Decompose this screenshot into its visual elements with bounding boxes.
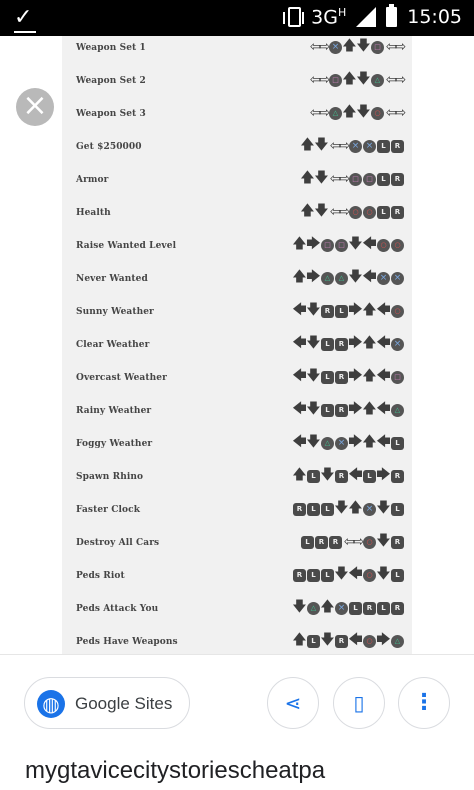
- up-arrow-icon: 🡅: [320, 599, 335, 615]
- google-sites-chip[interactable]: [24, 677, 190, 729]
- button-sequence: [293, 302, 404, 320]
- l1-button-icon: L: [307, 569, 320, 582]
- cheat-label: Health: [76, 208, 111, 218]
- right-arrow-icon: 🡆: [348, 401, 363, 417]
- r1-button-icon: R: [391, 173, 404, 186]
- cheat-row: [62, 599, 412, 632]
- cross-button-icon: [329, 41, 342, 54]
- left-arrow-icon: 🡄: [292, 401, 307, 417]
- cross-button-icon: [391, 338, 404, 351]
- bottom-bar: [0, 654, 474, 790]
- up-arrow-icon: 🡅: [362, 401, 377, 417]
- cheat-label: Clear Weather: [76, 340, 150, 350]
- down-arrow-icon: 🡇: [348, 269, 363, 285]
- left-arrow-icon: 🡄: [292, 368, 307, 384]
- triangle-button-icon: [391, 404, 404, 417]
- down-arrow-icon: 🡇: [334, 500, 349, 516]
- left-right-arrow-icon: ⇦⇨: [343, 534, 362, 550]
- left-arrow-icon: 🡄: [376, 401, 391, 417]
- r1-button-icon: R: [315, 536, 328, 549]
- up-arrow-icon: 🡅: [362, 368, 377, 384]
- l1-button-icon: L: [349, 602, 362, 615]
- cheat-label: Sunny Weather: [76, 307, 154, 317]
- left-right-arrow-icon: ⇦⇨: [329, 204, 348, 220]
- download-check-icon: ✓: [14, 5, 33, 30]
- cross-button-icon: [363, 503, 376, 516]
- l1-button-icon: L: [377, 173, 390, 186]
- square-button-icon: [391, 371, 404, 384]
- l1-button-icon: L: [363, 470, 376, 483]
- down-arrow-icon: 🡇: [376, 500, 391, 516]
- left-arrow-icon: 🡄: [292, 434, 307, 450]
- cheat-row: [62, 434, 412, 467]
- triangle-button-icon: [307, 602, 320, 615]
- r1-button-icon: R: [335, 371, 348, 384]
- down-arrow-icon: 🡇: [320, 467, 335, 483]
- up-arrow-icon: 🡅: [292, 467, 307, 483]
- button-sequence: [293, 599, 404, 617]
- button-sequence: [293, 467, 404, 485]
- l1-button-icon: L: [391, 569, 404, 582]
- circle-button-icon: [363, 569, 376, 582]
- cheat-row: [62, 71, 412, 104]
- cross-button-icon: [363, 140, 376, 153]
- l1-button-icon: L: [377, 140, 390, 153]
- triangle-button-icon: [391, 635, 404, 648]
- down-arrow-icon: 🡇: [306, 302, 321, 318]
- cheat-label: Never Wanted: [76, 274, 148, 284]
- down-arrow-icon: 🡇: [306, 335, 321, 351]
- l1-button-icon: L: [377, 602, 390, 615]
- r1-button-icon: R: [335, 338, 348, 351]
- left-arrow-icon: 🡄: [362, 236, 377, 252]
- cheat-label: Peds Have Weapons: [76, 637, 178, 647]
- r1-button-icon: R: [391, 602, 404, 615]
- r1-button-icon: R: [335, 635, 348, 648]
- up-arrow-icon: 🡅: [292, 236, 307, 252]
- up-arrow-icon: 🡅: [300, 170, 315, 186]
- up-arrow-icon: 🡅: [292, 269, 307, 285]
- left-arrow-icon: 🡄: [362, 269, 377, 285]
- up-arrow-icon: 🡅: [300, 137, 315, 153]
- up-arrow-icon: 🡅: [342, 104, 357, 120]
- cheat-label: Raise Wanted Level: [76, 241, 177, 251]
- cross-button-icon: [377, 272, 390, 285]
- up-arrow-icon: 🡅: [348, 500, 363, 516]
- share-button[interactable]: [267, 677, 319, 729]
- cheat-list-image: [62, 36, 412, 654]
- network-type: $3G^H$: [311, 6, 347, 29]
- cross-button-icon: [391, 272, 404, 285]
- cheat-row: [62, 137, 412, 170]
- cheat-row: [62, 38, 412, 71]
- left-arrow-icon: 🡄: [376, 434, 391, 450]
- down-arrow-icon: 🡇: [314, 170, 329, 186]
- down-arrow-icon: 🡇: [356, 104, 371, 120]
- button-sequence: [309, 71, 404, 89]
- close-icon: ×: [22, 88, 48, 123]
- cheat-label: Destroy All Cars: [76, 538, 160, 548]
- right-arrow-icon: 🡆: [348, 335, 363, 351]
- circle-button-icon: [363, 635, 376, 648]
- cheat-label: Foggy Weather: [76, 439, 153, 449]
- button-sequence: [293, 401, 404, 419]
- circle-button-icon: [371, 107, 384, 120]
- down-arrow-icon: 🡇: [306, 434, 321, 450]
- button-sequence: [301, 533, 404, 551]
- l1-button-icon: L: [307, 635, 320, 648]
- cheat-row: [62, 104, 412, 137]
- up-arrow-icon: 🡅: [342, 71, 357, 87]
- circle-button-icon: [363, 536, 376, 549]
- l1-button-icon: L: [321, 503, 334, 516]
- circle-button-icon: [363, 206, 376, 219]
- square-button-icon: [335, 239, 348, 252]
- button-sequence: [309, 38, 404, 56]
- up-arrow-icon: 🡅: [362, 434, 377, 450]
- cheat-row: [62, 566, 412, 599]
- button-sequence: [293, 269, 404, 287]
- l1-button-icon: L: [321, 569, 334, 582]
- left-right-arrow-icon: ⇦⇨: [385, 39, 404, 55]
- button-sequence: [301, 203, 404, 221]
- right-arrow-icon: 🡆: [348, 434, 363, 450]
- square-button-icon: [321, 239, 334, 252]
- cheat-label: Weapon Set 1: [76, 43, 146, 53]
- l1-button-icon: L: [307, 470, 320, 483]
- page-url: mygtavicecitystoriescheatpa: [25, 757, 326, 784]
- cheat-label: Rainy Weather: [76, 406, 152, 416]
- cheat-label: Overcast Weather: [76, 373, 167, 383]
- up-arrow-icon: 🡅: [300, 203, 315, 219]
- r1-button-icon: R: [335, 404, 348, 417]
- r1-button-icon: R: [335, 470, 348, 483]
- right-arrow-icon: 🡆: [376, 467, 391, 483]
- close-button[interactable]: [16, 88, 54, 126]
- cheat-row: [62, 203, 412, 236]
- l1-button-icon: L: [307, 503, 320, 516]
- button-sequence: [293, 368, 404, 386]
- button-sequence: [301, 137, 404, 155]
- circle-button-icon: [377, 239, 390, 252]
- cheat-label: Get $250000: [76, 142, 142, 152]
- cheat-row: [62, 500, 412, 533]
- r1-button-icon: R: [391, 140, 404, 153]
- l1-button-icon: L: [321, 371, 334, 384]
- left-right-arrow-icon: ⇦⇨: [329, 171, 348, 187]
- l1-button-icon: L: [377, 206, 390, 219]
- r1-button-icon: R: [363, 602, 376, 615]
- left-right-arrow-icon: ⇦⇨: [329, 138, 348, 154]
- circle-button-icon: [349, 206, 362, 219]
- r1-button-icon: R: [391, 206, 404, 219]
- button-sequence: [293, 335, 404, 353]
- up-arrow-icon: 🡅: [362, 302, 377, 318]
- up-arrow-icon: 🡅: [342, 38, 357, 54]
- l1-button-icon: L: [391, 503, 404, 516]
- signal-icon: [356, 7, 376, 27]
- cheat-label: Spawn Rhino: [76, 472, 144, 482]
- button-sequence: [293, 566, 404, 584]
- cheat-label: Weapon Set 3: [76, 109, 146, 119]
- cheat-label: Armor: [76, 175, 109, 185]
- button-sequence: [293, 632, 404, 650]
- right-arrow-icon: 🡆: [306, 236, 321, 252]
- left-arrow-icon: 🡄: [348, 467, 363, 483]
- left-arrow-icon: 🡄: [376, 335, 391, 351]
- square-button-icon: [371, 41, 384, 54]
- right-arrow-icon: 🡆: [348, 302, 363, 318]
- site-label: Google Sites: [75, 694, 173, 713]
- triangle-button-icon: [321, 272, 334, 285]
- circle-button-icon: [391, 305, 404, 318]
- down-arrow-icon: 🡇: [314, 137, 329, 153]
- down-arrow-icon: 🡇: [306, 401, 321, 417]
- left-arrow-icon: 🡄: [348, 566, 363, 582]
- button-sequence: [309, 104, 404, 122]
- triangle-button-icon: [335, 272, 348, 285]
- up-arrow-icon: 🡅: [292, 632, 307, 648]
- cheat-row: [62, 170, 412, 203]
- cheat-row: [62, 632, 412, 654]
- button-sequence: [293, 236, 404, 254]
- square-button-icon: [363, 173, 376, 186]
- down-arrow-icon: 🡇: [292, 599, 307, 615]
- r1-button-icon: R: [293, 569, 306, 582]
- vibrate-icon: [288, 7, 301, 27]
- down-arrow-icon: 🡇: [376, 533, 391, 549]
- left-right-arrow-icon: ⇦⇨: [385, 72, 404, 88]
- down-arrow-icon: 🡇: [376, 566, 391, 582]
- battery-icon: [386, 7, 397, 27]
- cheat-label: Peds Riot: [76, 571, 125, 581]
- bookmark-icon: ▯: [353, 691, 365, 715]
- cheat-label: Weapon Set 2: [76, 76, 146, 86]
- cheat-label: Peds Attack You: [76, 604, 159, 614]
- bookmark-button[interactable]: [333, 677, 385, 729]
- cheat-row: [62, 368, 412, 401]
- right-arrow-icon: 🡆: [348, 368, 363, 384]
- left-right-arrow-icon: ⇦⇨: [309, 39, 328, 55]
- cheat-row: [62, 335, 412, 368]
- down-arrow-icon: 🡇: [356, 71, 371, 87]
- cross-button-icon: [335, 437, 348, 450]
- clock: 15:05: [407, 6, 462, 29]
- left-right-arrow-icon: ⇦⇨: [309, 72, 328, 88]
- down-arrow-icon: 🡇: [356, 38, 371, 54]
- cheat-row: [62, 533, 412, 566]
- l1-button-icon: L: [321, 338, 334, 351]
- down-arrow-icon: 🡇: [348, 236, 363, 252]
- triangle-button-icon: [321, 437, 334, 450]
- more-options-button[interactable]: [398, 677, 450, 729]
- r1-button-icon: R: [321, 305, 334, 318]
- l1-button-icon: L: [301, 536, 314, 549]
- cheat-row: [62, 236, 412, 269]
- left-right-arrow-icon: ⇦⇨: [385, 105, 404, 121]
- cheat-row: [62, 467, 412, 500]
- globe-icon: ◍: [37, 690, 65, 718]
- button-sequence: [293, 434, 404, 452]
- cheat-row: [62, 401, 412, 434]
- down-arrow-icon: 🡇: [320, 632, 335, 648]
- left-arrow-icon: 🡄: [292, 335, 307, 351]
- button-sequence: [293, 500, 404, 518]
- circle-button-icon: [391, 239, 404, 252]
- l1-button-icon: L: [335, 305, 348, 318]
- r1-button-icon: R: [329, 536, 342, 549]
- left-arrow-icon: 🡄: [376, 368, 391, 384]
- right-arrow-icon: 🡆: [376, 632, 391, 648]
- r1-button-icon: R: [391, 536, 404, 549]
- down-arrow-icon: 🡇: [314, 203, 329, 219]
- r1-button-icon: R: [391, 470, 404, 483]
- l1-button-icon: L: [391, 437, 404, 450]
- cheat-row: [62, 269, 412, 302]
- cheat-label: Faster Clock: [76, 505, 141, 515]
- cross-button-icon: [349, 140, 362, 153]
- triangle-button-icon: [371, 74, 384, 87]
- left-arrow-icon: 🡄: [348, 632, 363, 648]
- r1-button-icon: R: [293, 503, 306, 516]
- status-bar: [0, 0, 474, 36]
- more-vert-icon: ⋮: [413, 690, 435, 715]
- cross-button-icon: [335, 602, 348, 615]
- square-button-icon: [349, 173, 362, 186]
- cheat-row: [62, 302, 412, 335]
- image-viewer[interactable]: [0, 36, 474, 654]
- square-button-icon: [329, 74, 342, 87]
- down-arrow-icon: 🡇: [334, 566, 349, 582]
- button-sequence: [301, 170, 404, 188]
- right-arrow-icon: 🡆: [306, 269, 321, 285]
- left-arrow-icon: 🡄: [292, 302, 307, 318]
- l1-button-icon: L: [321, 404, 334, 417]
- left-arrow-icon: 🡄: [376, 302, 391, 318]
- down-arrow-icon: 🡇: [306, 368, 321, 384]
- share-icon: ⋖: [284, 691, 302, 715]
- left-right-arrow-icon: ⇦⇨: [309, 105, 328, 121]
- up-arrow-icon: 🡅: [362, 335, 377, 351]
- triangle-button-icon: [329, 107, 342, 120]
